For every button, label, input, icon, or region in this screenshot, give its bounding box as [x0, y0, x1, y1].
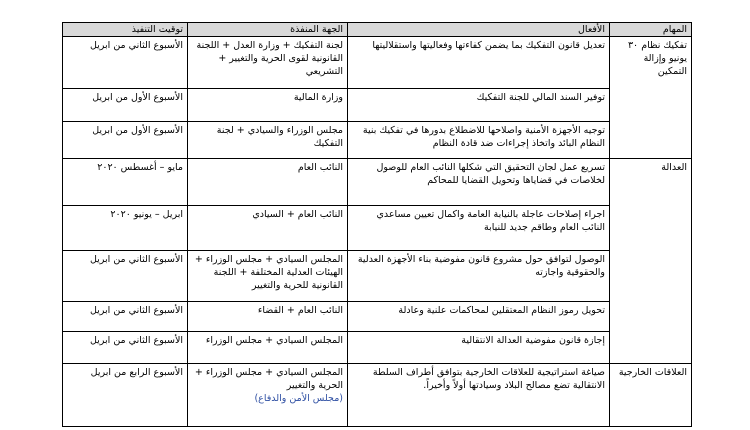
- party-cell: مجلس الوزراء والسيادي + لجنة التفكيك: [188, 122, 348, 159]
- timing-cell: الأسبوع الثاني من ابريل: [63, 37, 188, 89]
- table-row: [63, 251, 692, 302]
- header-party: الجهة المنفذة: [188, 23, 348, 37]
- party-note: (مجلس الأمن والدفاع): [254, 393, 343, 404]
- timing-cell: مايو – أغسطس ٢٠٢٠: [63, 159, 188, 206]
- timing-cell: الأسبوع الثاني من ابريل: [63, 302, 188, 332]
- timing-cell: الأسبوع الثاني من ابريل: [63, 251, 188, 302]
- party-cell: النائب العام + السيادي: [188, 206, 348, 251]
- table-header-row: [63, 23, 692, 37]
- party-cell: وزارة المالية: [188, 89, 348, 122]
- table-row: [63, 332, 692, 364]
- table-row: [63, 37, 692, 89]
- header-actions: الأفعال: [348, 23, 610, 37]
- party-text: المجلس السيادي + مجلس الوزراء + الحرية والتغيير: [194, 367, 343, 391]
- table-row: [63, 302, 692, 332]
- action-cell: إجازة قانون مفوضية العدالة الانتقالية: [348, 332, 610, 364]
- timing-cell: الأسبوع الأول من ابريل: [63, 122, 188, 159]
- party-cell: لجنة التفكيك + وزارة العدل + اللجنة القانونية لقوى الحرية والتغيير + التشريعي: [188, 37, 348, 89]
- task-cell: العدالة: [610, 159, 692, 364]
- timing-cell: الأسبوع الرابع من ابريل: [63, 364, 188, 427]
- action-plan-table: [62, 22, 692, 427]
- table-row: [63, 364, 692, 427]
- action-cell: توجيه الأجهزة الأمنية واصلاحها للاضطلاع بدورها في تفكيك بنية النظام البائد واتخاذ إجراءات ضد قادة النظام: [348, 122, 610, 159]
- header-timing: توقيت التنفيذ: [63, 23, 188, 37]
- action-cell: تعديل قانون التفكيك بما يضمن كفاءتها وفعاليتها واستقلاليتها: [348, 37, 610, 89]
- timing-cell: الأسبوع الأول من ابريل: [63, 89, 188, 122]
- party-cell: المجلس السيادي + مجلس الوزراء: [188, 332, 348, 364]
- table-row: [63, 89, 692, 122]
- action-cell: اجراء إصلاحات عاجلة بالنيابة العامة واكمال تعيين مساعدي النائب العام وطاقم جديد للنيابة: [348, 206, 610, 251]
- header-task: المهام: [610, 23, 692, 37]
- party-cell: النائب العام + القضاء: [188, 302, 348, 332]
- timing-cell: الأسبوع الثاني من ابريل: [63, 332, 188, 364]
- action-cell: تحويل رموز النظام المعتقلين لمحاكمات علنية وعادلة: [348, 302, 610, 332]
- task-cell: العلاقات الخارجية: [610, 364, 692, 427]
- table-row: [63, 206, 692, 251]
- table-row: [63, 122, 692, 159]
- action-cell: توفير السند المالي للجنة التفكيك: [348, 89, 610, 122]
- task-cell: تفكيك نظام ٣٠ يونيو وإزالة التمكين: [610, 37, 692, 159]
- party-cell: النائب العام: [188, 159, 348, 206]
- action-cell: صياغة استراتيجية للعلاقات الخارجية بتوافق أطراف السلطة الانتقالية تضع مصالح البلاد وسيادتها أولاً وأخيراً.: [348, 364, 610, 427]
- table-row: [63, 159, 692, 206]
- action-cell: الوصول لتوافق حول مشروع قانون مفوضية بناء الأجهزة العدلية والحقوقية واجازته: [348, 251, 610, 302]
- timing-cell: ابريل – يونيو ٢٠٢٠: [63, 206, 188, 251]
- party-cell: المجلس السيادي + مجلس الوزراء + الهيئات العدلية المختلفة + اللجنة القانونية للحرية والتغيير: [188, 251, 348, 302]
- action-cell: تسريع عمل لجان التحقيق التي شكلها النائب العام للوصول لخلاصات في قضاياها وتحويل القضايا للمحاكم: [348, 159, 610, 206]
- party-cell: [188, 364, 348, 427]
